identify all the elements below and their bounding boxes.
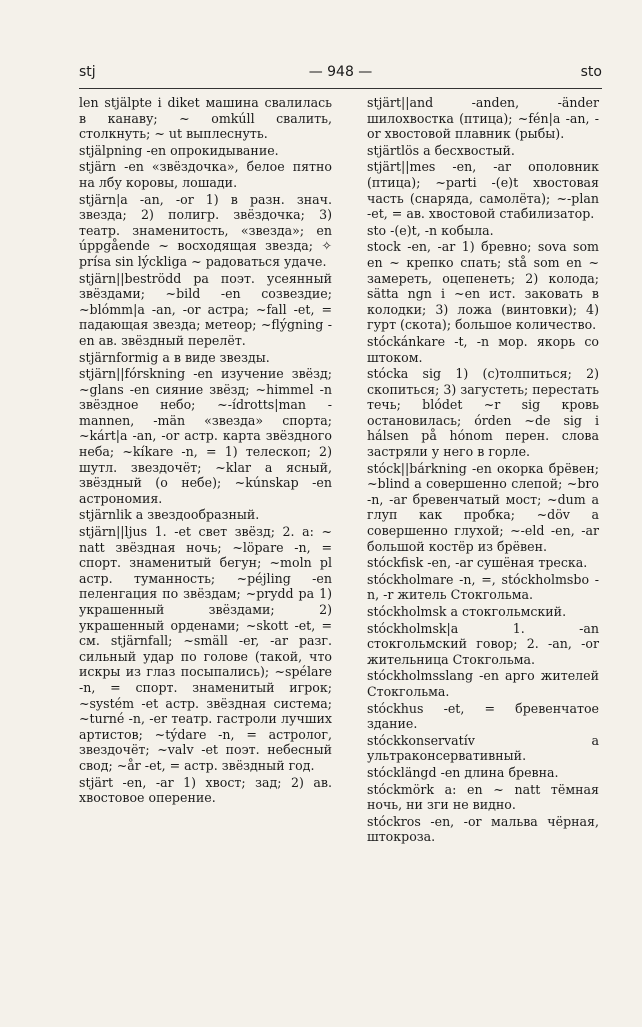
- header-right-guideword: sto: [580, 64, 602, 80]
- entry: stóckmörk a: en ~ natt тёмная ночь, ни зги не видно.: [367, 781, 599, 813]
- entry: stjärn|a -an, -or 1) в разн. знач. звезда; 2) полигр. звёздочка; 3) театр. знаменитость, «звезда»; en úppgående ~ восходящая звезда; ✧ prísa sin lýckliga ~ радоваться удаче.: [79, 191, 332, 269]
- page-header: [79, 64, 602, 86]
- entry: stjärt||and -anden, -änder шилохвостка (птица); ~fén|a -an, -or хвостовой плавник (рыбы).: [367, 95, 599, 142]
- entry: stóckholmsk|a 1. -an стокгольмский говор; 2. -an, -or жительница Стокгольма.: [367, 620, 599, 667]
- right-column: [367, 95, 599, 846]
- entry: stock -en, -ar 1) бревно; sova som en ~ крепко спать; stå som en ~ замереть, оцепенеть; 2) колода; sätta ngn i ~en ист. заковать в колодки; 3) ложа (винтовки); 4) гурт (скота); большое количество.: [367, 239, 599, 333]
- entry: len stjälpte i diket машина свалилась в канаву; ~ omkúll свалить, столкнуть; ~ ut выплеснуть.: [79, 95, 332, 142]
- entry: stjälpning -en опрокидывание.: [79, 142, 279, 158]
- entry: stjärn||fórskning -en изучение звёзд; ~glans -en сияние звёзд; ~himmel -n звёздное небо; ~-ídrotts|man -mannen, -män «звезда» спорта; ~kárt|a -an, -or астр. карта звёздного неба; ~kíkare -n, = 1) телескоп; 2) шутл. звездочёт; ~klar a ясный, звёздный (о небе); ~kúnskap -en астрономия.: [79, 366, 332, 506]
- entry: stjärt -en, -ar 1) хвост; зад; 2) ав. хвостовое оперение.: [79, 774, 332, 806]
- entry: stóckfisk -en, -ar сушёная треска.: [367, 555, 588, 571]
- entry: stjärn||beströdd pa поэт. усеянный звёздами; ~bild -en созвездие; ~blómm|a -an, -or астра; ~fall -et, = падающая звезда; метеор; ~flýgning -en ав. звёздный перелёт.: [79, 270, 332, 348]
- header-rule: [79, 88, 602, 89]
- left-column: [79, 95, 332, 807]
- entry: stjärtlös a бесхвостый.: [367, 142, 515, 158]
- entry: stjärn -en «звёздочка», белое пятно на лбу коровы, лошади.: [79, 159, 332, 190]
- entry: stjärt||mes -en, -ar ополовник (птица); ~parti -(e)t хвостовая часть (снаряда, самолёта); ~-plan -et, = ав. хвостовой стабилизатор.: [367, 159, 599, 222]
- entry: stóckholmsslang -en арго жителей Стокгольма.: [367, 668, 599, 699]
- entry: sto -(e)t, -n кобыла.: [367, 222, 494, 238]
- page-number: — 948 —: [308, 64, 373, 80]
- entry: stóckholmsk a стокгольмский.: [367, 604, 567, 619]
- entry: stjärn||ljus 1. -et свет звёзд; 2. a: ~ natt звёздная ночь; ~löpare -n, = спорт. знаменитый бегун; ~moln pl астр. туманность; ~péjling -en пеленгация по звёздам; ~prydd pa 1) украшенный звёздами; 2) украшенный орденами; ~skott -et, = см. stjärnfall; ~smäll -er, -ar разг. сильный удар по голове (такой, что искры из глаз посыпались); ~spélare -n, = спорт. знаменитый игрок; ~systém -et астр. звёздная система; ~turné -n, -er театр. гастроли лучших артистов; ~týdare -n, = астролог, звездочёт; ~valv -et поэт. небесный свод; ~år -et, = астр. звёздный год.: [79, 524, 332, 773]
- entry: stóckros -en, -or мальва чёрная, штокроза.: [367, 813, 599, 845]
- entry: stóck||bárkning -en окорка брёвен; ~blind a совершенно слепой; ~bro -n, -ar бревенчатый мост; ~dum a глуп как пробка; ~döv a совершенно глухой; ~-eld -en, -ar большой костёр из брёвен.: [367, 460, 599, 554]
- entry: stjärnformig a в виде звезды.: [79, 349, 270, 365]
- header-left-guideword: stj: [79, 64, 96, 80]
- entry: stjärnlik a звездообразный.: [79, 507, 260, 523]
- entry: stócklängd -en длина бревна.: [367, 764, 559, 780]
- entry: stóckhus -et, = бревенчатое здание.: [367, 700, 599, 732]
- entry: stóckholmare -n, =, stóckholmsbo -n, -r житель Стокгольма.: [367, 571, 599, 603]
- entry: stóckánkare -t, -n мор. якорь со штоком.: [367, 333, 599, 365]
- entry: stócka sig 1) (с)толпиться; 2) скопиться; 3) загустеть; перестать течь; blódet ~r sig кровь остановилась; órden ~de sig i hálsen på hónom перен. слова застряли у него в горле.: [367, 366, 599, 460]
- entry: stóckkonservatív a ультраконсервативный.: [367, 732, 599, 764]
